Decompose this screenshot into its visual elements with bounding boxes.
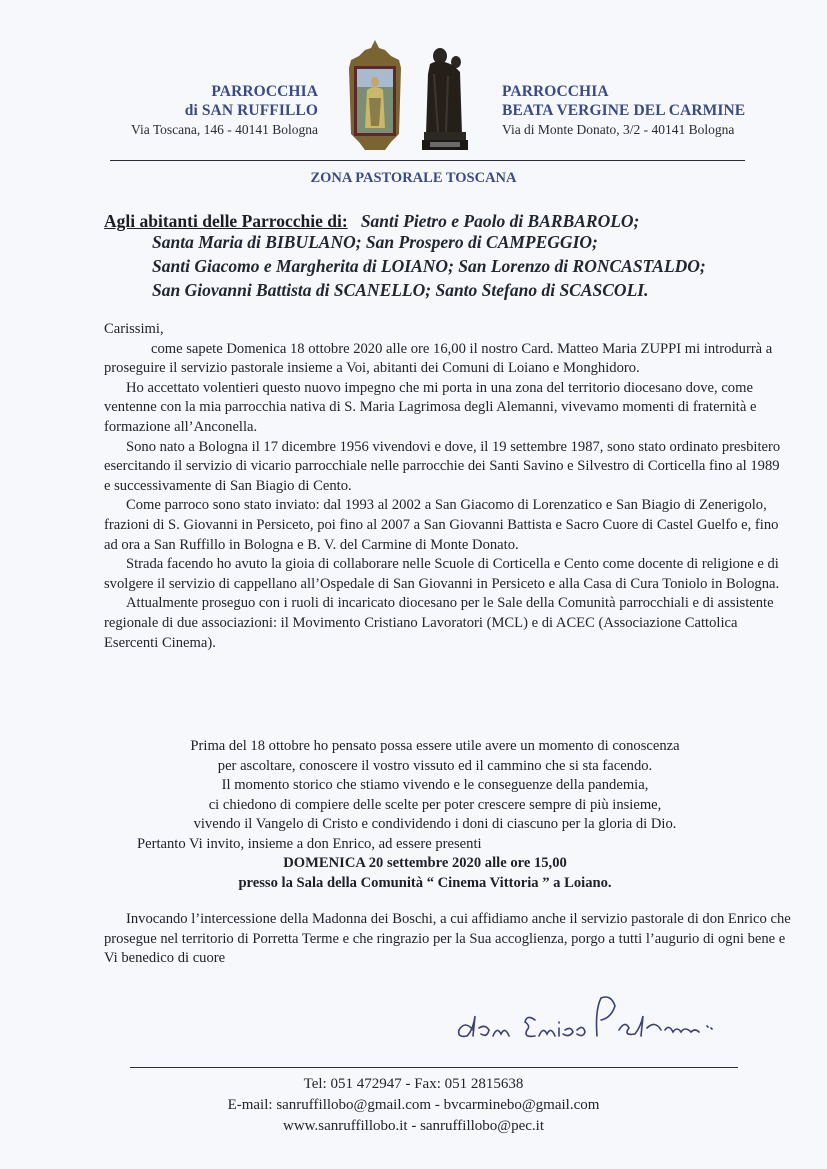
footer-contacts [0, 1074, 827, 1137]
invitation-block [130, 737, 740, 835]
painting-icon [345, 38, 405, 153]
paragraph-6: Attualmente proseguo con i ruoli di incaricato diocesano per le Sale della Comunità parrocchiali e di assistente regionale di due associazioni: il Movimento Cristiano Lavoratori (MCL) e di ACEC (Associazione Cattolica Esercenti Cinema). [104, 595, 774, 651]
closing-paragraph [104, 910, 794, 969]
parish-left-title-1: PARROCCHIA [211, 83, 318, 100]
closing-text: Invocando l’intercessione della Madonna dei Boschi, a cui affidiamo anche il servizio pastorale di don Enrico che prosegue nel territorio di Porretta Terme e che ringrazio per la Sua accoglienza, porgo a tutti l’augurio di ogni bene e Vi benedico di cuore [104, 911, 791, 967]
parish-carmine-header [502, 82, 802, 140]
footer-emails[interactable]: E-mail: sanruffillobo@gmail.com - bvcarminebo@gmail.com [227, 1097, 600, 1113]
parish-left-title-2: di SAN RUFFILLO [184, 102, 318, 119]
invitation-line: per ascoltare, conoscere il vostro vissuto ed il cammino che si sta facendo. [217, 757, 653, 774]
paragraph-1: come sapete Domenica 18 ottobre 2020 alle ore 16,00 il nostro Card. Matteo Maria ZUPPI mi introdurrà a proseguire il servizio pastorale insieme a Voi, abitanti dei Comuni di Loiano e Monghidoro. [104, 340, 773, 377]
paragraph-5: Strada facendo ho avuto la gioia di collaborare nelle Scuole di Corticella e Cento come docente di religione e di svolgere il servizio di cappellano all’Ospedale di San Giovanni in Persiceto e alla Casa di Cura Toniolo in Bologna. [104, 556, 780, 592]
salutation: Carissimi, [104, 321, 164, 337]
invitation-line: ci chiedono di compiere delle scelte per poter crescere sempre di più insieme, [208, 796, 662, 813]
paragraph-2: Ho accettato volentieri questo nuovo impegno che mi porta in una zona del territorio diocesano dove, come ventenne con la mia parrocchia nativa di S. Maria Lagrimosa degli Alemanni, vivevamo momenti di fraternità e formazione all’Anconella. [104, 379, 757, 435]
addressee-first-line [104, 210, 639, 232]
letter-body [104, 320, 784, 653]
invitation-line: Il momento storico che stiamo vivendo e le conseguenze della pandemia, [221, 777, 649, 794]
footer-divider [130, 1067, 738, 1068]
parish-san-ruffillo-header [100, 82, 318, 140]
statue-icon [420, 44, 470, 152]
paragraph-4: Come parroco sono stato inviato: dal 1993 al 2002 a San Giacomo di Lorenzatico e San Biagio di Zenerigolo, frazioni di S. Giovanni in Persiceto, poi fino al 2007 a San Giovanni Battista e Sacro Cuore di Castel Guelfo e, fino ad ora a San Ruffillo in Bologna e B. V. del Carmine di Monte Donato. [104, 497, 779, 553]
signature [455, 990, 775, 1050]
invitation-line: vivendo il Vangelo di Cristo e condividendo i doni di ciascuno per la gloria di Dio. [193, 816, 677, 833]
footer-web-pec[interactable]: www.sanruffillobo.it - sanruffillobo@pec.it [283, 1118, 544, 1134]
invitation-intro: Pertanto Vi invito, insieme a don Enrico, ad essere presenti [137, 836, 482, 852]
footer-phone-fax: Tel: 051 472947 - Fax: 051 2815638 [303, 1076, 524, 1092]
event-date: DOMENICA 20 settembre 2020 alle ore 15,00 [283, 855, 567, 871]
addressee-parish-line: Santi Pietro e Paolo di BARBAROLO; [360, 211, 640, 231]
parish-right-address: Via di Monte Donato, 3/2 - 40141 Bologna [502, 122, 735, 137]
invitation-line: Prima del 18 ottobre ho pensato possa essere utile avere un momento di conoscenza [190, 738, 680, 754]
parish-right-title-2: BEATA VERGINE DEL CARMINE [502, 102, 746, 119]
addressee-parish-line: San Giovanni Battista di SCANELLO; Santo Stefano di SCASCOLI. [152, 280, 649, 300]
parish-right-title-1: PARROCCHIA [502, 83, 609, 100]
zona-pastorale-title: ZONA PASTORALE TOSCANA [310, 170, 517, 186]
addressee-parish-line: Santa Maria di BIBULANO; San Prospero di CAMPEGGIO; [152, 232, 598, 252]
addressee-parish-line: Santi Giacomo e Margherita di LOIANO; San Lorenzo di RONCASTALDO; [152, 256, 706, 276]
header-divider [110, 160, 745, 161]
event-place: presso la Sala della Comunità “ Cinema Vittoria ” a Loiano. [238, 875, 612, 891]
parish-left-address: Via Toscana, 146 - 40141 Bologna [131, 122, 318, 137]
addressee-label: Agli abitanti delle Parrocchie di: [104, 211, 348, 231]
paragraph-3: Sono nato a Bologna il 17 dicembre 1956 vivendovi e dove, il 19 settembre 1987, sono stato ordinato presbitero esercitando il servizio di vicario parrocchiale nelle parrocchie dei Santi Savino e Silvestro di Corticella fino al 1989 e successivamente di San Biagio di Cento. [104, 438, 781, 494]
